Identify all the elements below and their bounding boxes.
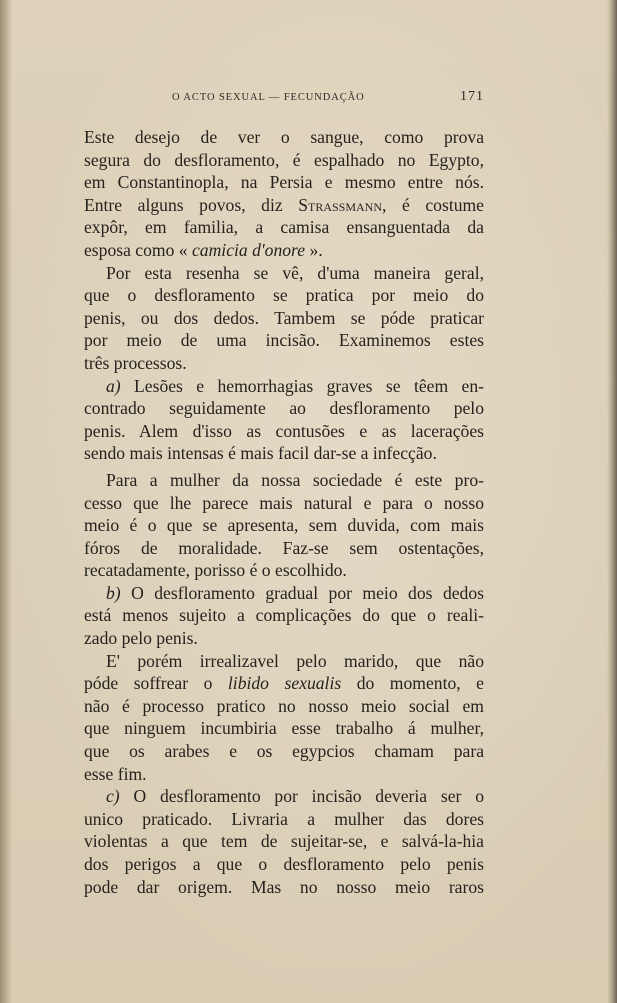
text-segment: E' porém irrealizavel pelo marido, que não — [106, 650, 484, 671]
italic-text: b) — [106, 582, 121, 603]
text-segment: O desfloramento por incisão deveria ser o — [119, 786, 484, 807]
page-edge-shadow — [607, 0, 617, 1003]
text-segment: segura do desfloramento, é espalhado no Egypto, — [84, 149, 484, 170]
text-segment: esposa como « — [84, 239, 192, 260]
text-line — [84, 126, 484, 149]
text-segment: não é processo pratico no nosso meio social em — [84, 695, 484, 716]
text-line — [84, 853, 484, 876]
text-line — [84, 262, 484, 285]
italic-text: camicia d'onore — [192, 239, 306, 260]
text-segment: cesso que lhe parece mais natural e para o nosso — [84, 492, 484, 513]
body-text — [84, 126, 484, 898]
text-line — [84, 695, 484, 718]
text-segment: unico praticado. Livraria a mulher das dores — [84, 808, 484, 829]
text-segment: três processos. — [84, 352, 187, 373]
text-segment: Este desejo de ver o sangue, como prova — [84, 127, 484, 147]
text-segment: penis. Alem d'isso as contusões e as lacerações — [84, 420, 484, 441]
text-segment: contrado seguidamente ao desfloramento pelo — [84, 398, 484, 419]
text-line — [84, 514, 484, 537]
text-segment: está menos sujeito a complicações do que o reali- — [84, 605, 484, 626]
text-line — [84, 876, 484, 899]
text-line — [84, 808, 484, 831]
page-number: 171 — [460, 89, 484, 104]
text-line — [84, 785, 484, 808]
running-head — [84, 88, 484, 108]
text-segment: por meio de uma incisão. Examinemos estes — [84, 330, 484, 351]
text-segment: esse fim. — [84, 763, 147, 784]
text-segment: dos perigos a que o desfloramento pelo penis — [84, 854, 484, 874]
text-segment: penis, ou dos dedos. Tambem se póde praticar — [84, 307, 484, 328]
text-segment: fóros de moralidade. Faz-se sem ostentações, — [84, 537, 484, 558]
italic-text: c) — [106, 786, 120, 807]
text-segment: ». — [305, 239, 323, 260]
text-line — [84, 672, 484, 695]
italic-text: libido sexualis — [227, 673, 342, 694]
text-segment: , é costume — [382, 194, 484, 215]
text-line — [84, 239, 484, 262]
text-line — [84, 284, 484, 307]
text-segment: Entre alguns povos, diz — [84, 194, 299, 215]
text-line — [84, 171, 484, 194]
text-line — [84, 537, 484, 560]
text-segment: pode dar origem. Mas no nosso meio raros — [84, 876, 484, 897]
text-segment: em Constantinopla, na Persia e mesmo entre nós. — [84, 172, 484, 193]
text-line — [84, 307, 484, 330]
text-line — [84, 149, 484, 172]
text-line — [84, 442, 484, 465]
text-line — [84, 216, 484, 239]
page-gutter-shadow — [0, 0, 12, 1003]
text-segment: póde soffrear o — [84, 673, 228, 694]
author-name: Strassmann — [298, 194, 383, 215]
text-line — [84, 492, 484, 515]
text-line — [84, 740, 484, 763]
text-line — [84, 194, 484, 217]
text-segment: meio é o que se apresenta, sem duvida, com mais — [84, 515, 484, 536]
text-segment: recatadamente, porisso é o escolhido. — [84, 560, 347, 581]
text-line — [84, 559, 484, 582]
text-segment: Para a mulher da nossa sociedade é este pro- — [106, 469, 484, 490]
text-segment: sendo mais intensas é mais facil dar-se a infecção. — [84, 443, 437, 464]
text-line — [84, 352, 484, 375]
text-segment: Lesões e hemorrhagias graves se têem en- — [120, 375, 484, 396]
text-line — [84, 650, 484, 673]
text-line — [84, 420, 484, 443]
text-segment: O desfloramento gradual por meio dos dedos — [120, 582, 484, 603]
text-line — [84, 329, 484, 352]
text-line — [84, 763, 484, 786]
italic-text: a) — [106, 375, 121, 396]
text-segment: que ninguem incumbiria esse trabalho á mulher, — [84, 718, 484, 739]
running-head-title: O ACTO SEXUAL — FECUNDAÇÃO — [172, 92, 365, 103]
text-line — [84, 397, 484, 420]
text-segment: violentas a que tem de sujeitar-se, e salvá-la-hia — [84, 831, 484, 852]
text-line — [84, 582, 484, 605]
text-line — [84, 469, 484, 492]
text-segment: Por esta resenha se vê, d'uma maneira geral, — [106, 262, 484, 283]
text-line — [84, 604, 484, 627]
text-line — [84, 830, 484, 853]
text-segment: do momento, e — [341, 673, 484, 694]
text-segment: que o desfloramento se pratica por meio do — [84, 285, 484, 306]
text-segment: que os arabes e os egypcios chamam para — [84, 741, 484, 762]
text-segment: zado pelo penis. — [84, 628, 198, 649]
text-line — [84, 717, 484, 740]
text-line — [84, 375, 484, 398]
text-segment: expôr, em familia, a camisa ensanguentada da — [84, 217, 484, 238]
text-line — [84, 627, 484, 650]
